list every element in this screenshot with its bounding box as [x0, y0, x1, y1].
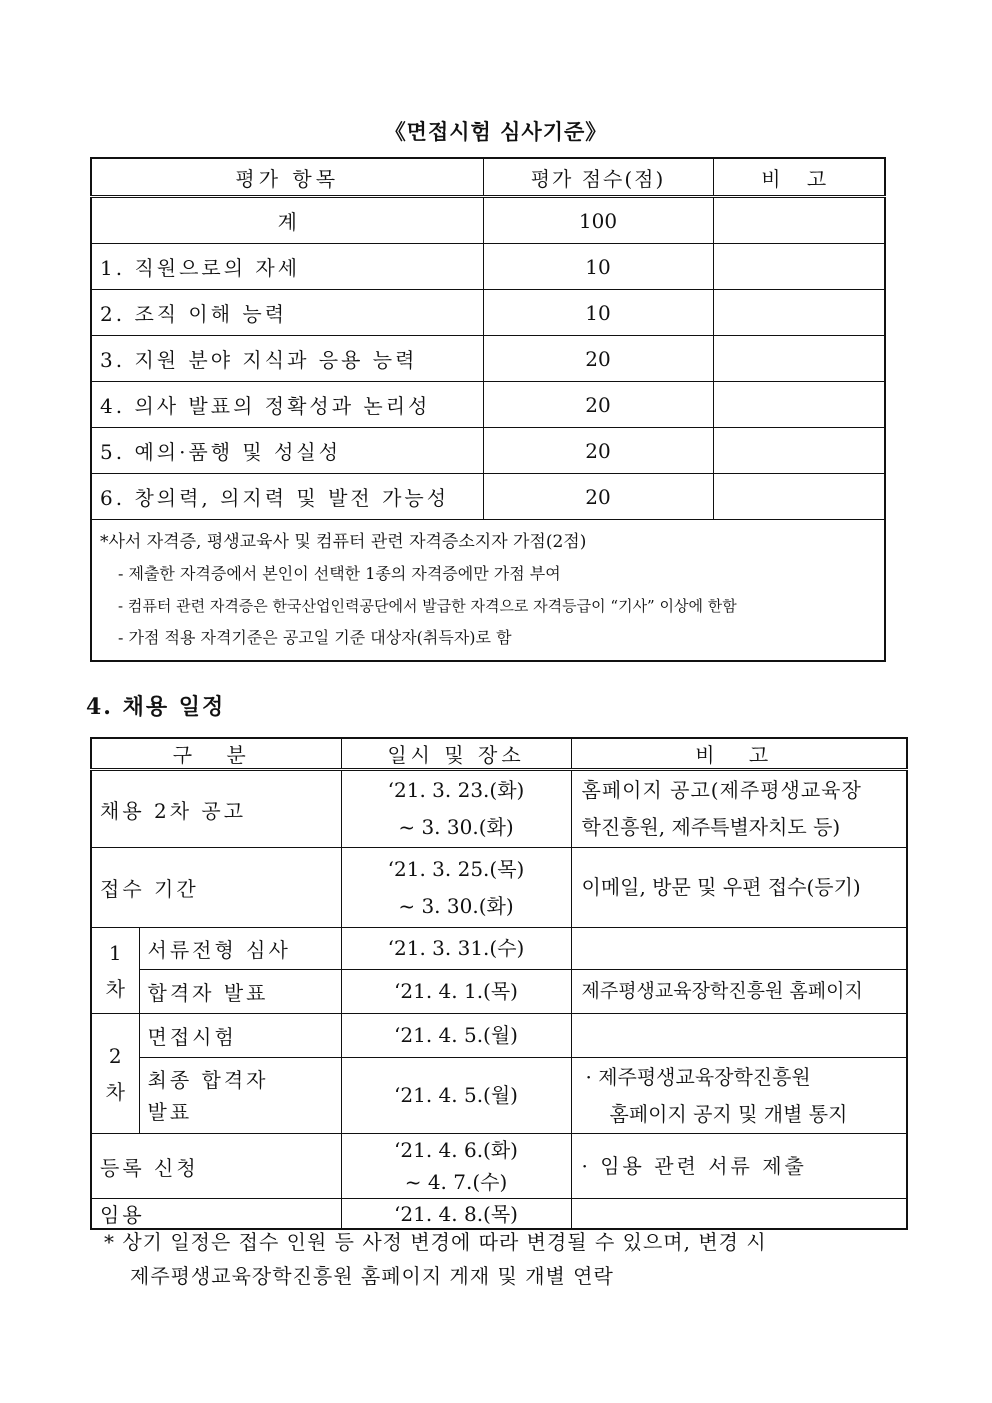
schedule-remark	[571, 928, 907, 970]
criteria-item: 6. 창의력, 의지력 및 발전 가능성	[91, 474, 483, 520]
criteria-row	[91, 382, 885, 428]
label-line: 발표	[147, 1099, 193, 1124]
header-score: 평가 점수(점)	[483, 158, 713, 197]
note-sub: - 제출한 자격증에서 본인이 선택한 1종의 자격증에만 가점 부여	[118, 564, 561, 583]
remark-line: 학진흥원, 제주특별자치도 등)	[581, 815, 841, 839]
criteria-row	[91, 428, 885, 474]
schedule-remark	[571, 1058, 907, 1134]
schedule-row	[91, 1058, 907, 1134]
schedule-label: 합격자 발표	[139, 970, 341, 1014]
criteria-notes	[91, 520, 885, 662]
criteria-header-row	[91, 158, 885, 197]
date-end: ~ 3. 30.(화)	[398, 893, 514, 918]
header-category: 구 분	[91, 738, 341, 770]
stage-1-label	[91, 928, 139, 1014]
schedule-label: 서류전형 심사	[139, 928, 341, 970]
criteria-notes-row	[91, 520, 885, 662]
criteria-score: 20	[483, 474, 713, 520]
schedule-date: ‘21. 4. 8.(목)	[341, 1199, 571, 1230]
schedule-row	[91, 848, 907, 928]
criteria-item: 2. 조직 이해 능력	[91, 290, 483, 336]
stage-number: 2	[108, 1043, 122, 1068]
schedule-date: ‘21. 4. 5.(월)	[341, 1014, 571, 1058]
stage-suffix: 차	[105, 1079, 125, 1104]
criteria-score: 10	[483, 290, 713, 336]
note-sub: - 컴퓨터 관련 자격증은 한국산업인력공단에서 발급한 자격으로 자격등급이 “기사” 이상에 한함	[118, 597, 737, 615]
date-start: ‘21. 4. 6.(화)	[394, 1138, 518, 1162]
footnote-line: * 상기 일정은 접수 인원 등 사정 변경에 따라 변경될 수 있으며, 변경 시	[104, 1230, 767, 1254]
criteria-item: 1. 직원으로의 자세	[91, 244, 483, 290]
note-sub: - 가점 적용 자격기준은 공고일 기준 대상자(취득자)로 함	[118, 628, 512, 647]
criteria-score: 10	[483, 244, 713, 290]
schedule-title: 4. 채용 일정	[86, 694, 226, 720]
criteria-row	[91, 290, 885, 336]
schedule-table	[90, 737, 908, 1230]
header-remark: 비 고	[713, 158, 885, 197]
stage-number: 1	[108, 940, 122, 965]
schedule-date: ‘21. 4. 1.(목)	[341, 970, 571, 1014]
schedule-label: 임용	[91, 1199, 341, 1230]
header-datetime: 일시 및 장소	[341, 738, 571, 770]
criteria-remark	[713, 382, 885, 428]
remark-line: · 제주평생교육장학진흥원	[585, 1064, 811, 1089]
criteria-remark	[713, 336, 885, 382]
schedule-label: 면접시험	[139, 1014, 341, 1058]
schedule-label: 등록 신청	[91, 1134, 341, 1199]
criteria-remark	[713, 428, 885, 474]
criteria-score: 20	[483, 336, 713, 382]
remark-line: 홈페이지 공고(제주평생교육장	[581, 778, 862, 802]
note-main: *사서 자격증, 평생교육사 및 컴퓨터 관련 자격증소지자 가점(2점)	[100, 532, 587, 552]
total-label: 계	[91, 197, 483, 244]
total-remark	[713, 197, 885, 244]
header-item: 평가 항목	[91, 158, 483, 197]
date-start: ‘21. 3. 23.(화)	[387, 778, 525, 802]
schedule-label: 채용 2차 공고	[91, 770, 341, 848]
criteria-item: 3. 지원 분야 지식과 응용 능력	[91, 336, 483, 382]
label-line: 최종 합격자	[147, 1067, 269, 1092]
date-end: ~ 4. 7.(수)	[404, 1170, 508, 1194]
schedule-date: ‘21. 3. 31.(수)	[341, 928, 571, 970]
schedule-remark	[571, 1014, 907, 1058]
schedule-date	[341, 770, 571, 848]
header-remark: 비 고	[571, 738, 907, 770]
stage-2-label	[91, 1014, 139, 1134]
schedule-label	[139, 1058, 341, 1134]
schedule-remark: · 임용 관련 서류 제출	[571, 1134, 907, 1199]
criteria-remark	[713, 244, 885, 290]
criteria-score: 20	[483, 428, 713, 474]
criteria-table	[90, 157, 886, 662]
stage-suffix: 차	[105, 976, 125, 1001]
criteria-item: 4. 의사 발표의 정확성과 논리성	[91, 382, 483, 428]
schedule-row	[91, 928, 907, 970]
total-score: 100	[483, 197, 713, 244]
criteria-row	[91, 474, 885, 520]
schedule-row	[91, 1134, 907, 1199]
criteria-remark	[713, 474, 885, 520]
schedule-header-row	[91, 738, 907, 770]
footnote-line: 제주평생교육장학진흥원 홈페이지 게재 및 개별 연락	[130, 1264, 614, 1288]
schedule-remark: 제주평생교육장학진흥원 홈페이지	[571, 970, 907, 1014]
criteria-item: 5. 예의·품행 및 성실성	[91, 428, 483, 474]
schedule-date: ‘21. 4. 5.(월)	[341, 1058, 571, 1134]
criteria-score: 20	[483, 382, 713, 428]
schedule-date	[341, 848, 571, 928]
schedule-remark	[571, 770, 907, 848]
schedule-footnote	[104, 1225, 904, 1293]
criteria-title: 《면접시험 심사기준》	[384, 119, 608, 144]
criteria-row	[91, 244, 885, 290]
schedule-row	[91, 770, 907, 848]
date-start: ‘21. 3. 25.(목)	[387, 856, 525, 881]
criteria-total-row	[91, 197, 885, 244]
schedule-label: 접수 기간	[91, 848, 341, 928]
schedule-row	[91, 1014, 907, 1058]
criteria-row	[91, 336, 885, 382]
date-end: ~ 3. 30.(화)	[398, 815, 514, 839]
remark-line: 홈페이지 공지 및 개별 통지	[609, 1101, 848, 1126]
schedule-row	[91, 970, 907, 1014]
schedule-remark: 이메일, 방문 및 우편 접수(등기)	[571, 848, 907, 928]
criteria-remark	[713, 290, 885, 336]
schedule-date	[341, 1134, 571, 1199]
